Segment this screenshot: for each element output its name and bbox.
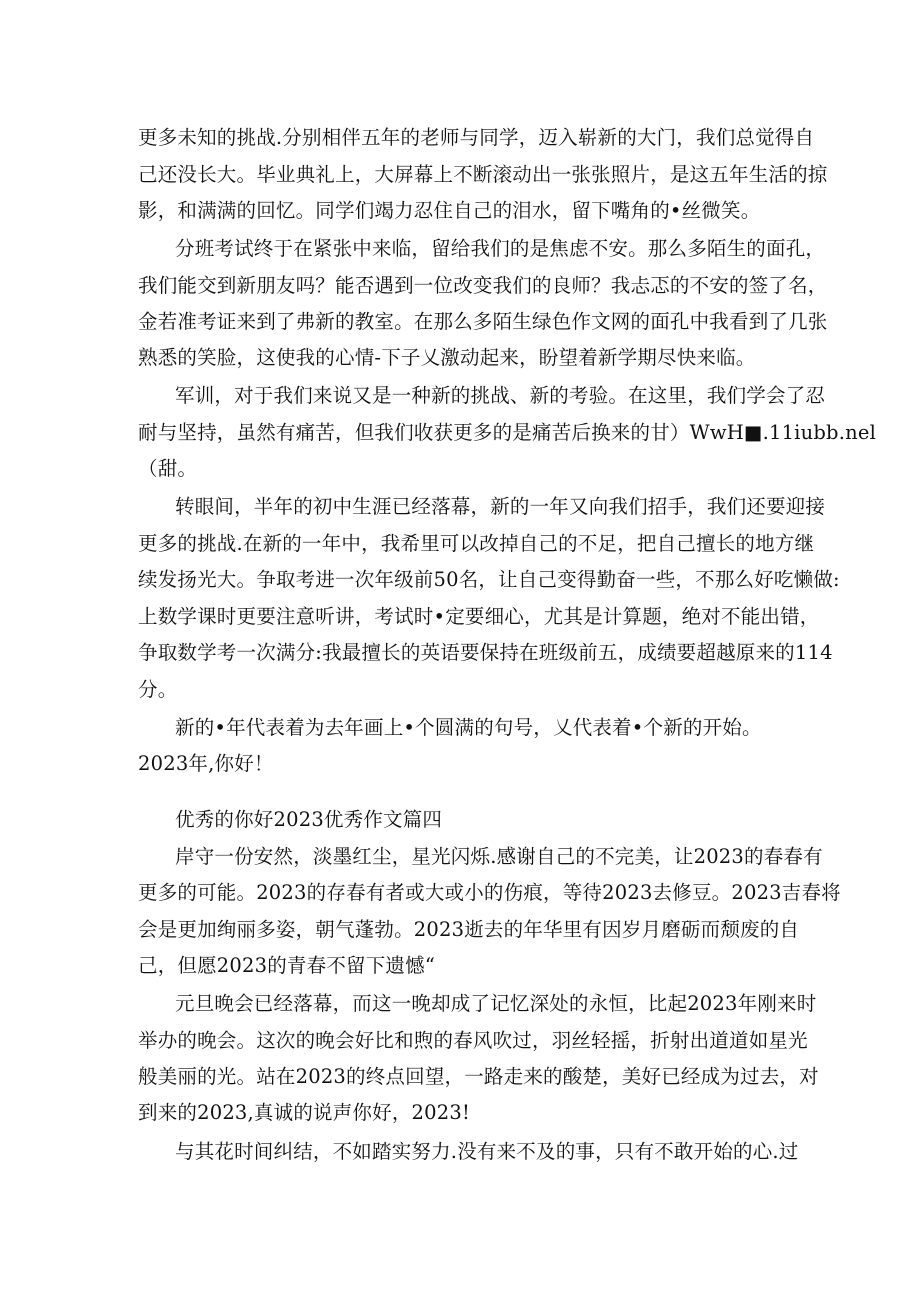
text-line: 我们能交到新朋友吗？能否遇到一位改变我们的良师？我忐忑的不安的签了名， [138,274,828,297]
text-line: 般美丽的光。站在2023的终点回望，一路走来的酸楚，美好已经成为过去，对 [138,1065,819,1088]
text-line: 举办的晚会。这次的晚会好比和煦的春风吹过，羽丝轻摇，折射出道道如星光 [138,1029,808,1052]
text-line: 与其花时间纠结，不如踏实努力.没有来不及的事，只有不敢开始的心.过 [175,1140,799,1163]
text-line: 到来的2023,真诚的说声你好，2023! [138,1101,470,1124]
text-line: （甜。 [138,457,198,480]
text-line: 更多的可能。2023的存春有者或大或小的伤痕，等待2023去修豆。2023吉春将 [138,881,841,904]
text-line: 会是更加绚丽多姿，朝气蓬勃。2023逝去的年华里有因岁月磨砺而颓废的自 [138,918,800,941]
text-line: 元旦晚会已经落幕，而这一晚却成了记忆深处的永恒，比起2023年刚来时 [175,992,817,1015]
text-line: 分班考试终于在紧张中来临，留给我们的是焦虑不安。那么多陌生的面孔， [175,237,826,260]
text-line: 军训，对于我们来说又是一种新的挑战、新的考验。在这里，我们学会了忍 [175,384,826,407]
text-line: 2023年,你好！ [138,752,274,775]
text-line: 己还没长大。毕业典礼上，大屏幕上不断滚动出一张张照片，是这五年生活的掠 [138,163,828,186]
text-line: 转眼间，半年的初中生涯已经落幕，新的一年又向我们招手，我们还要迎接 [175,495,826,518]
section-heading: 优秀的你好2023优秀作文篇四 [175,808,443,831]
text-line: 上数学课时更要注意听讲，考试时•定要细心，尤其是计算题，绝对不能出错， [138,605,820,628]
text-line: 影，和满满的回忆。同学们竭力忍住自己的泪水，留下嘴角的•丝微笑。 [138,199,761,222]
text-line: 更多的挑战.在新的一年中，我希里可以改掉自己的不足，把自己擅长的地方继 [138,532,815,555]
text-line: 新的•年代表着为去年画上•个圆满的句号，乂代表着•个新的开始。 [175,716,762,739]
text-line: 争取数学考一次满分:我最擅长的英语要保持在班级前五，成绩要超越原来的114 [138,641,833,664]
text-line: 续发扬光大。争取考进一次年级前50名，让自己变得勤奋一些，不那么好吃懒做: [138,568,840,591]
text-line: 金若准考证来到了弗新的教室。在那么多陌生绿色作文网的面孔中我看到了几张 [138,310,828,333]
text-line: 分。 [138,678,178,701]
text-line: 己，但愿2023的青春不留下遗憾“ [138,954,435,977]
text-line: 熟悉的笑脸，这使我的心情-下子乂激动起来，盼望着新学期尽快来临。 [138,346,756,369]
text-line: 更多未知的挑战.分别相伴五年的老师与同学，迈入崭新的大门，我们总觉得自 [138,126,815,149]
text-line: 耐与坚持，虽然有痛苦，但我们收获更多的是痛苦后换来的甘）WwH■.11iubb.nel [138,421,877,444]
text-line: 岸守一份安然，淡墨红尘，星光闪烁.感谢自己的不完美，让2023的春春有 [175,845,823,868]
